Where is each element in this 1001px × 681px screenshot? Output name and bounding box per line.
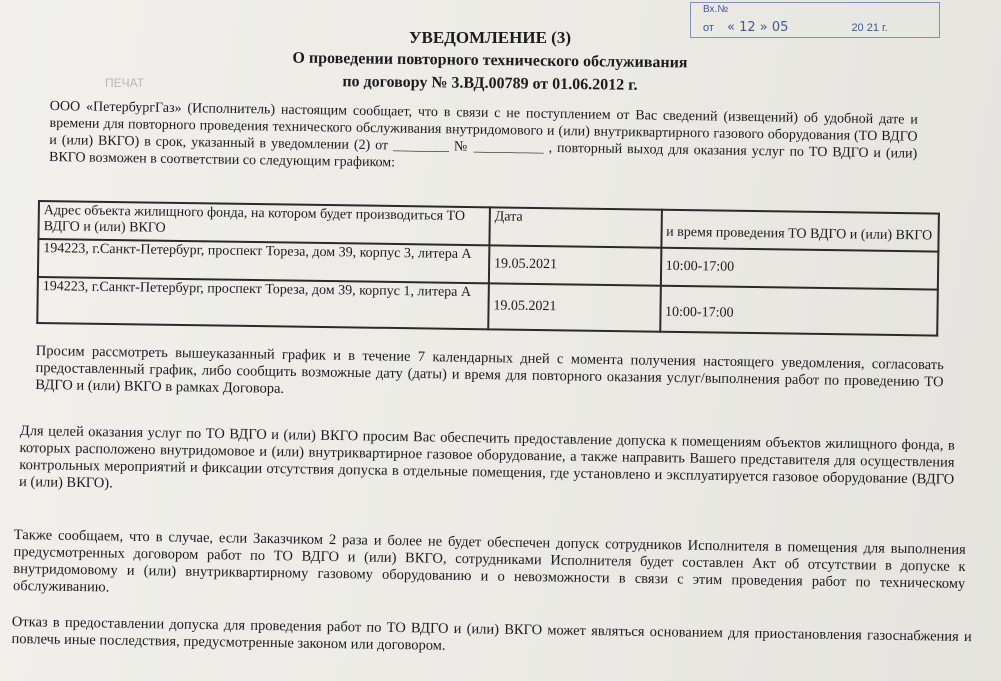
stamp-date-line bbox=[703, 20, 888, 35]
schedule-table bbox=[36, 200, 940, 337]
row-date: 19.05.2021 bbox=[488, 283, 660, 331]
incoming-registration-stamp bbox=[690, 2, 940, 38]
stamp-date-handwritten: « 12 » 05 bbox=[726, 20, 789, 35]
header-time: и время проведения ТО ВДГО и (или) ВКГО bbox=[661, 210, 939, 252]
row-time: 10:00-17:00 bbox=[660, 286, 938, 336]
intro-paragraph: ООО «ПетербургГаз» (Исполнитель) настоящим сообщает, что в связи с не поступлением от Вас сведений (извещений) об удобной дате и времени для повторного проведения технического обслуживания внутридомового и (или) внутриквартирного газового оборудования (ТО ВДГО и (или) ВКГО) в срок, указанный в уведомлении (2) от ________ № __________ , повторный выход для оказания услуг по ТО ВДГО и (или) ВКГО возможен в соответствии со следующим графиком: bbox=[48, 98, 918, 171]
row-address: 194223, г.Санкт-Петербург, проспект Тореза, дом 39, корпус 1, литера А bbox=[37, 277, 489, 329]
row-date: 19.05.2021 bbox=[489, 245, 661, 285]
paragraph-gas-suspension-warning: Отказ в предоставлении допуска для проведения работ по ТО ВДГО и (или) ВКГО может являться основанием для приостановления газоснабжения и повлечь иные последствия, предусмотренные законом или договором. bbox=[11, 614, 972, 654]
stamp-date-year: 20 21 г. bbox=[851, 22, 888, 34]
subtitle-line-2: по договору № 3.ВД.00789 от 01.06.2012 г. bbox=[342, 73, 638, 94]
stamp-incoming-number-label: Вх.№ bbox=[703, 4, 729, 15]
subtitle-line-1: О проведении повторного технического обслуживания bbox=[292, 49, 688, 72]
stamp-date-prefix: от bbox=[703, 22, 714, 34]
bleed-through-stamp-text: ПЕЧАТ bbox=[105, 76, 145, 90]
row-address: 194223, г.Санкт-Петербург, проспект Тореза, дом 39, корпус 3, литера А bbox=[38, 239, 489, 283]
header-address: Адрес объекта жилищного фонда, на котором будет производиться ТО ВДГО и (или) ВКГО bbox=[38, 201, 489, 245]
row-time: 10:00-17:00 bbox=[660, 248, 938, 290]
page-title: УВЕДОМЛЕНИЕ (3) bbox=[409, 28, 571, 47]
header-date: Дата bbox=[489, 207, 661, 247]
paragraph-access-requirements: Для целей оказания услуг по ТО ВДГО и (или) ВКГО просим Вас обеспечить предоставление допуска к помещениям объектов жилищного фонда, в которых расположено внутридомовое и (или) внутриквартирное газовое оборудование, а также направить Вашего представителя для осуществления контрольных мероприятий и фиксации отсутствия допуска в отдельные помещения, где установлено и эксплуатируется газовое оборудование (ВДГО и (или) ВКГО). bbox=[18, 423, 955, 492]
paragraph-act-notice: Также сообщаем, что в случае, если Заказчиком 2 раза и более не будет обеспечен допуск сотрудников Исполнителя в помещения для выполнения предусмотренных договором работ по ТО ВДГО и (или) ВКГО, сотрудниками Исполнителя будет составлен Акт об отсутствии в допуске к внутридомовому и (или) внутриквартирному газовому оборудованию и о невозможности в связи с этим проведения работ по техническому обслуживанию. bbox=[12, 527, 966, 596]
paragraph-request-review: Просим рассмотреть вышеуказанный график и в течение 7 календарных дней с момента получения настоящего уведомления, согласовать предоставленный график, либо сообщить возможные дату (даты) и время для повторного оказания услуг/выполнения работ по проведению ТО ВДГО и (или) ВКГО в рамках Договора. bbox=[35, 343, 944, 397]
